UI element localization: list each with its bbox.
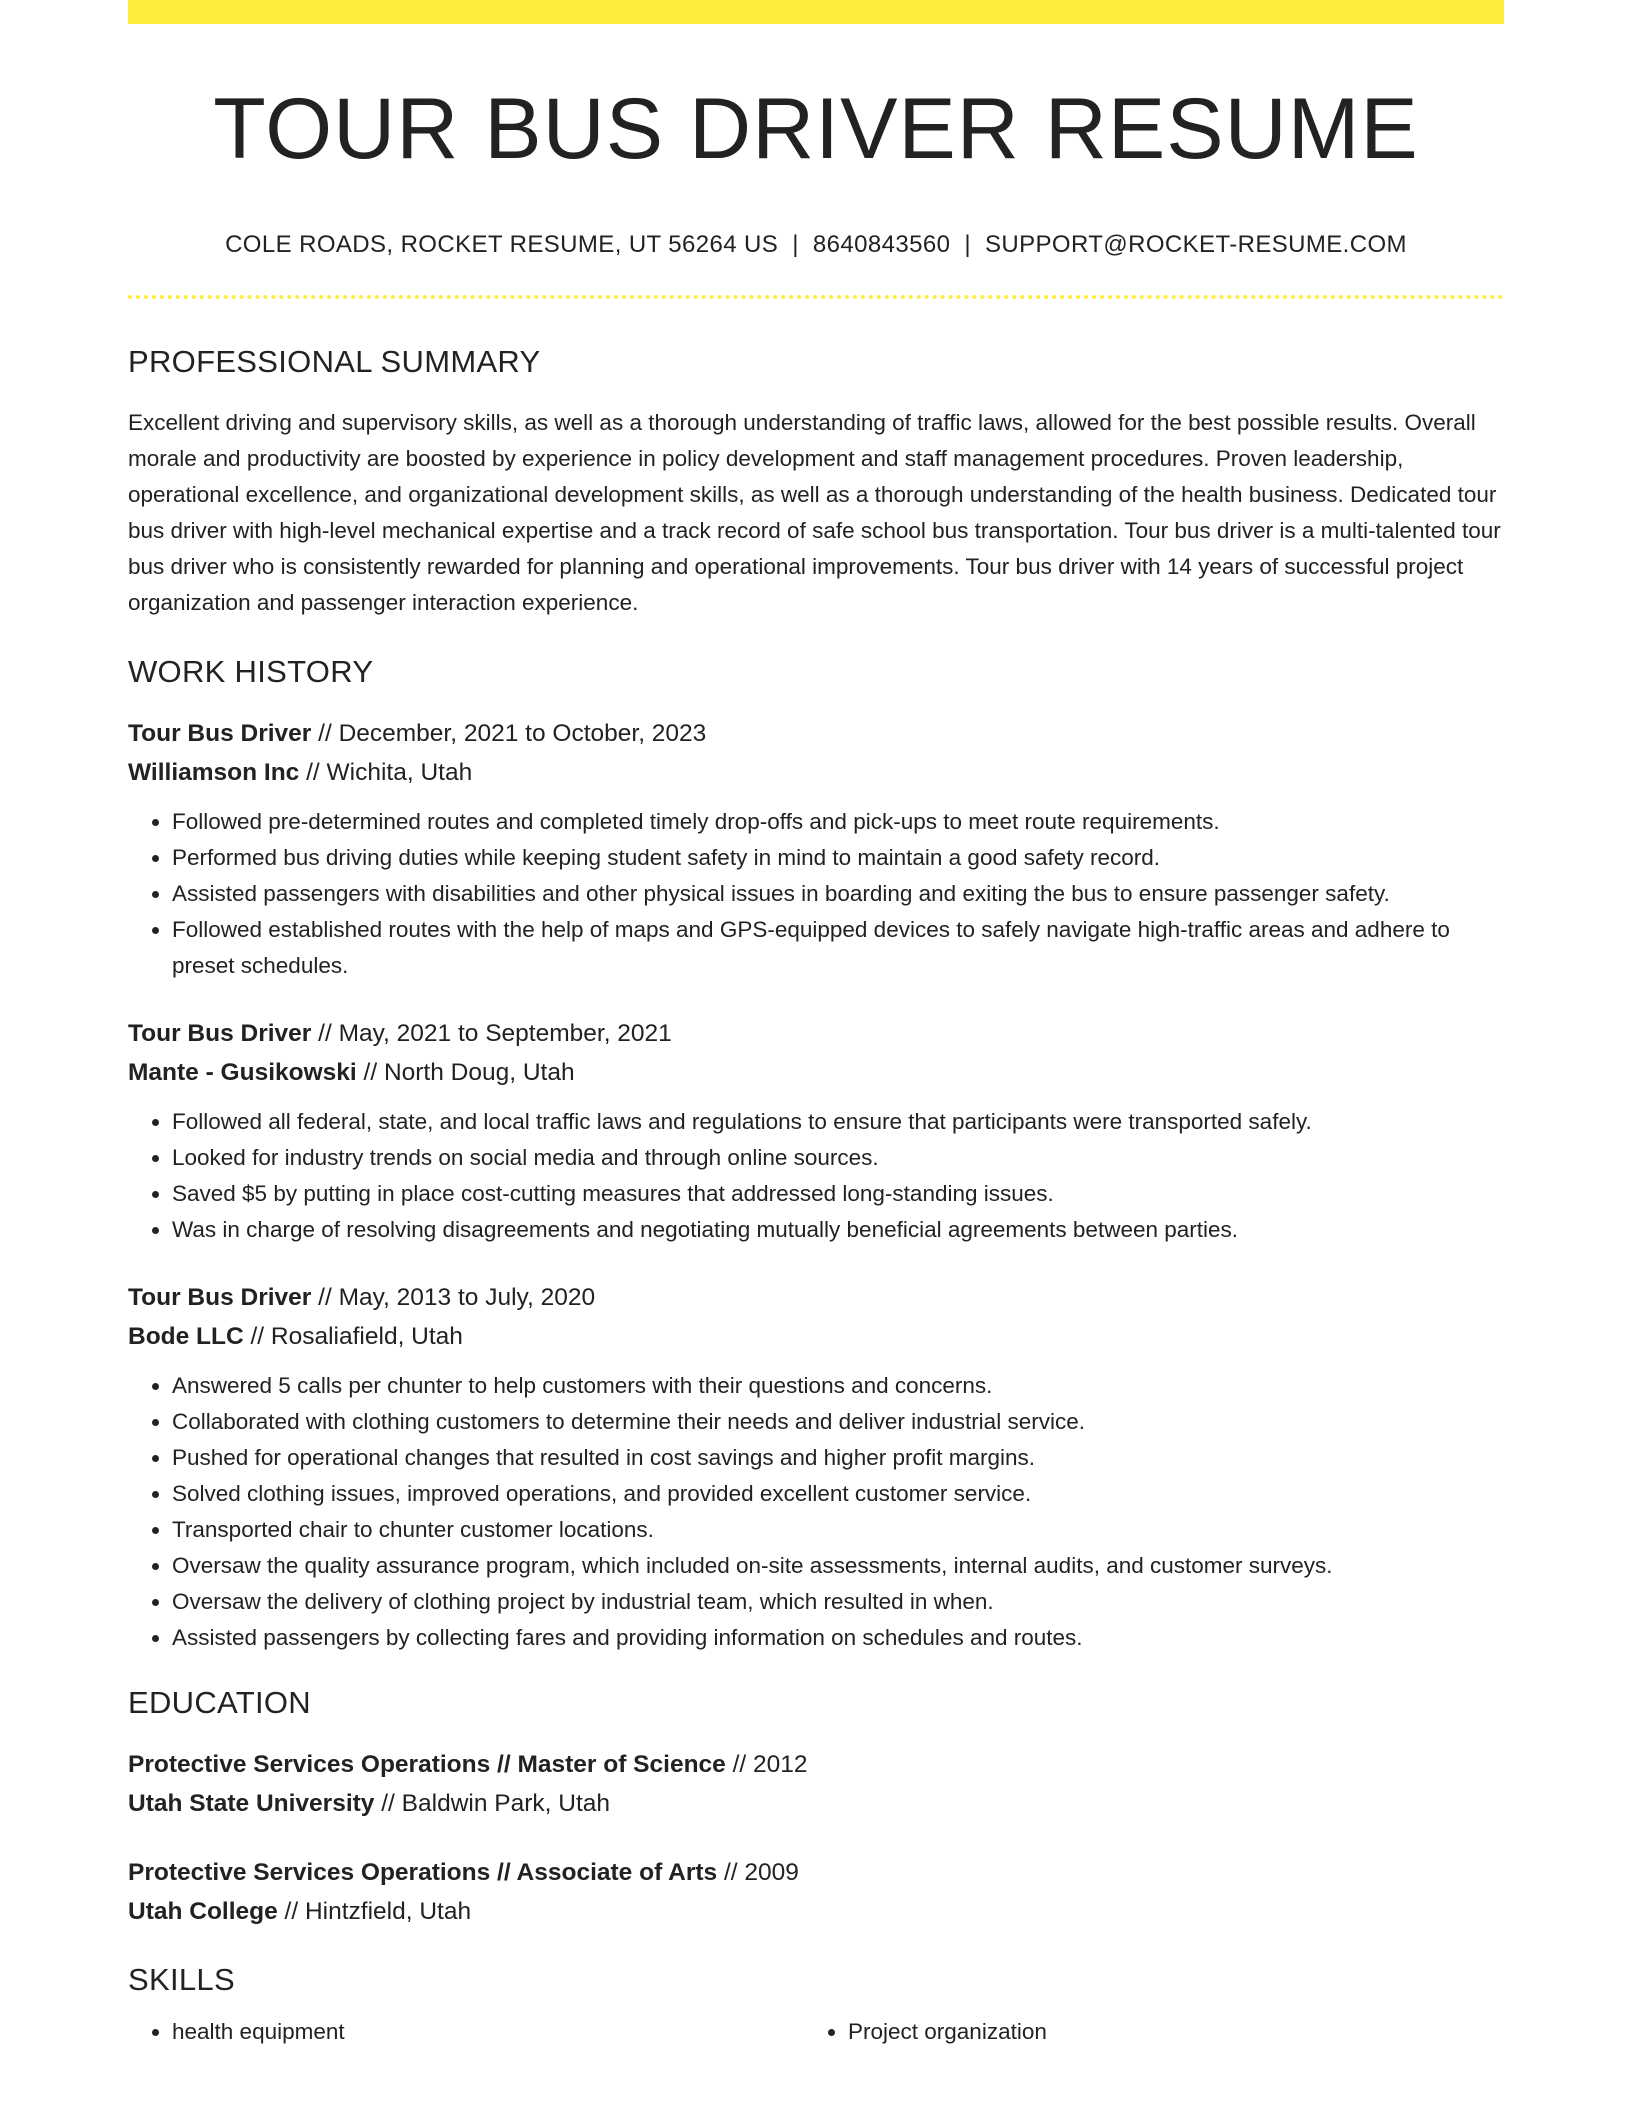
job-company-line bbox=[128, 1317, 1504, 1356]
list-item: • Followed all federal, state, and local traffic laws and regulations to ensure that participants were transported safely. bbox=[172, 1104, 1504, 1140]
education-degree: Protective Services Operations // Associate of Arts bbox=[128, 1858, 718, 1886]
job-bullets bbox=[128, 1368, 1504, 1656]
skills-column-left bbox=[128, 2014, 804, 2050]
job-role: Tour Bus Driver bbox=[128, 1019, 312, 1047]
contact-address: COLE ROADS, ROCKET RESUME, UT 56264 US bbox=[225, 230, 779, 258]
list-item: • Answered 5 calls per chunter to help customers with their questions and concerns. bbox=[172, 1368, 1504, 1404]
job-dates: // May, 2013 to July, 2020 bbox=[311, 1283, 596, 1311]
job-role-line bbox=[128, 1014, 1504, 1053]
contact-separator: | bbox=[792, 230, 799, 258]
accent-bar bbox=[128, 0, 1504, 24]
education-school-line bbox=[128, 1892, 1504, 1931]
job-location: // Wichita, Utah bbox=[299, 758, 473, 786]
summary-paragraph: Excellent driving and supervisory skills, as well as a thorough understanding of traffic laws, allowed for the best possible results. Overall morale and productivity are boosted by experience in policy development and staff management procedures. Proven leadership, operational excellence, and organizational development skills, as well as a thorough understanding of the health business. Dedicated tour bus driver with high-level mechanical expertise and a track record of safe school bus transportation. Tour bus driver is a multi-talented tour bus driver who is consistently rewarded for planning and operational improvements. Tour bus driver with 14 years of successful project organization and passenger interaction experience. bbox=[128, 409, 1501, 615]
education-year: // 2009 bbox=[717, 1858, 799, 1886]
list-item: • Performed bus driving duties while keeping student safety in mind to maintain a good safety record. bbox=[172, 840, 1504, 876]
job-role-line bbox=[128, 714, 1504, 753]
contact-email[interactable]: SUPPORT@ROCKET-RESUME.COM bbox=[984, 230, 1407, 258]
education-location: // Hintzfield, Utah bbox=[277, 1897, 472, 1925]
skills-grid bbox=[128, 2014, 1504, 2050]
list-item: • Saved $5 by putting in place cost-cutting measures that addressed long-standing issues. bbox=[172, 1176, 1504, 1212]
education-school-line bbox=[128, 1784, 1504, 1823]
section-title-work-history: WORK HISTORY bbox=[128, 653, 374, 689]
education-degree: Protective Services Operations // Master of Science bbox=[128, 1750, 726, 1778]
list-item: • Collaborated with clothing customers to determine their needs and deliver industrial service. bbox=[172, 1404, 1504, 1440]
job-bullets bbox=[128, 1104, 1504, 1248]
education-entry bbox=[128, 1745, 1504, 1823]
list-item: • Assisted passengers by collecting fares and providing information on schedules and routes. bbox=[172, 1620, 1504, 1656]
education-degree-line bbox=[128, 1853, 1504, 1892]
job-entry bbox=[128, 714, 1504, 984]
job-dates: // December, 2021 to October, 2023 bbox=[311, 719, 707, 747]
resume-page bbox=[128, 0, 1504, 2050]
resume-title: TOUR BUS DRIVER RESUME bbox=[213, 81, 1419, 177]
list-item: • Oversaw the quality assurance program, which included on-site assessments, internal audits, and customer surveys. bbox=[172, 1548, 1504, 1584]
section-title-summary: PROFESSIONAL SUMMARY bbox=[128, 344, 541, 380]
list-item: • Solved clothing issues, improved operations, and provided excellent customer service. bbox=[172, 1476, 1504, 1512]
job-role: Tour Bus Driver bbox=[128, 719, 312, 747]
job-role-line bbox=[128, 1278, 1504, 1317]
dotted-divider bbox=[128, 295, 1504, 299]
list-item: • Oversaw the delivery of clothing project by industrial team, which resulted in when. bbox=[172, 1584, 1504, 1620]
skill-item: • Project organization bbox=[848, 2014, 1480, 2050]
education-entry bbox=[128, 1853, 1504, 1931]
job-location: // North Doug, Utah bbox=[356, 1058, 575, 1086]
education-location: // Baldwin Park, Utah bbox=[374, 1789, 611, 1817]
job-company-line bbox=[128, 1053, 1504, 1092]
job-entry bbox=[128, 1278, 1504, 1656]
education-school: Utah State University bbox=[128, 1789, 375, 1817]
list-item: • Followed established routes with the help of maps and GPS-equipped devices to safely navigate high-traffic areas and adhere to preset schedules. bbox=[172, 912, 1504, 984]
list-item: • Transported chair to chunter customer locations. bbox=[172, 1512, 1504, 1548]
list-item: • Followed pre-determined routes and completed timely drop-offs and pick-ups to meet route requirements. bbox=[172, 804, 1504, 840]
job-company: Williamson Inc bbox=[128, 758, 300, 786]
job-dates: // May, 2021 to September, 2021 bbox=[311, 1019, 672, 1047]
list-item: • Looked for industry trends on social media and through online sources. bbox=[172, 1140, 1504, 1176]
job-company: Mante - Gusikowski bbox=[128, 1058, 357, 1086]
section-title-skills: SKILLS bbox=[128, 1961, 235, 1997]
education-degree-line bbox=[128, 1745, 1504, 1784]
list-item: • Assisted passengers with disabilities and other physical issues in boarding and exiting the bus to ensure passenger safety. bbox=[172, 876, 1504, 912]
contact-line bbox=[128, 231, 1504, 260]
job-company: Bode LLC bbox=[128, 1322, 244, 1350]
education-school: Utah College bbox=[128, 1897, 278, 1925]
contact-separator: | bbox=[964, 230, 971, 258]
skill-item: • health equipment bbox=[172, 2014, 804, 2050]
education-year: // 2012 bbox=[725, 1750, 808, 1778]
job-location: // Rosaliafield, Utah bbox=[243, 1322, 463, 1350]
contact-phone[interactable]: 8640843560 bbox=[812, 230, 951, 258]
job-bullets bbox=[128, 804, 1504, 984]
job-entry bbox=[128, 1014, 1504, 1248]
list-item: • Was in charge of resolving disagreements and negotiating mutually beneficial agreements between parties. bbox=[172, 1212, 1504, 1248]
skills-column-right bbox=[804, 2014, 1480, 2050]
list-item: • Pushed for operational changes that resulted in cost savings and higher profit margins. bbox=[172, 1440, 1504, 1476]
section-title-education: EDUCATION bbox=[128, 1684, 311, 1720]
job-company-line bbox=[128, 753, 1504, 792]
job-role: Tour Bus Driver bbox=[128, 1283, 312, 1311]
